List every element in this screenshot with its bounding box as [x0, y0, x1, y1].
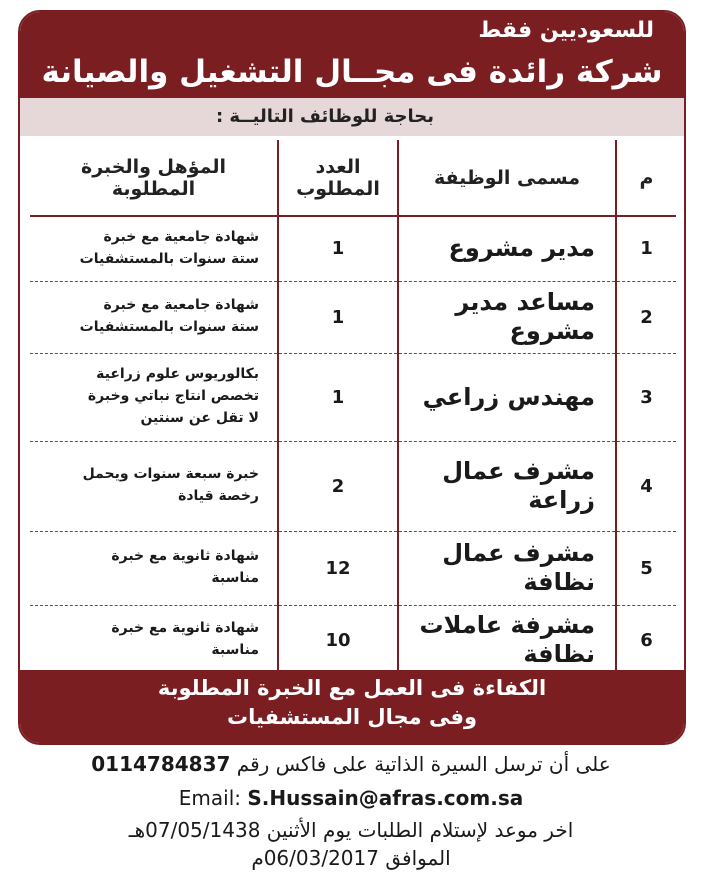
row-title-line1: مشرفة عاملات — [419, 611, 595, 640]
row-num: 2 — [616, 281, 676, 353]
table-row — [30, 216, 676, 281]
row-title — [398, 216, 616, 281]
requirements-line2: وفى مجال المستشفيات — [226, 705, 478, 730]
row-title — [398, 531, 616, 605]
table-header-row — [30, 140, 676, 216]
row-qualification — [30, 353, 278, 441]
positions-subheading: بحاجة للوظائف التاليــة : — [20, 98, 684, 136]
row-title-line1: مشرف عمال — [442, 457, 595, 486]
header-qual-line2: المطلوبة — [111, 177, 196, 200]
fax-line — [0, 752, 702, 776]
row-count: 1 — [278, 281, 398, 353]
row-title — [398, 353, 616, 441]
gregorian-line — [0, 846, 702, 870]
row-qual-line2: ستة سنوات بالمستشفيات — [79, 319, 259, 335]
row-num: 5 — [616, 531, 676, 605]
row-count: 12 — [278, 531, 398, 605]
row-title-line1: مشرف عمال — [442, 539, 595, 568]
row-title-line1: مهندس زراعي — [422, 382, 595, 411]
row-title — [398, 441, 616, 531]
row-count: 10 — [278, 605, 398, 675]
row-num: 1 — [616, 216, 676, 281]
header-qualification — [30, 140, 278, 216]
row-num: 3 — [616, 353, 676, 441]
row-qualification — [30, 281, 278, 353]
company-headline: شركة رائدة فى مجــال التشغيل والصيانة — [41, 54, 663, 90]
email-label: Email: — [178, 786, 241, 810]
row-qual-line2: تخصص انتاج نباتي وخبرة — [87, 388, 259, 405]
requirements-band — [20, 670, 684, 743]
header-title: مسمى الوظيفة — [398, 140, 616, 216]
jobs-table — [30, 140, 676, 676]
row-qual-line1: بكالوريوس علوم زراعية — [96, 366, 259, 383]
row-qualification — [30, 441, 278, 531]
row-count: 1 — [278, 216, 398, 281]
row-qualification — [30, 605, 278, 675]
header-count-line1: العدد — [315, 155, 361, 178]
requirements-line1: الكفاءة فى العمل مع الخبرة المطلوبة — [157, 676, 547, 700]
row-num: 6 — [616, 605, 676, 675]
row-title-line1: مساعد مدير — [455, 288, 595, 317]
row-qual-line1: خبرة سبعة سنوات ويحمل — [82, 466, 259, 483]
gregorian-label: الموافق — [385, 846, 451, 870]
row-qual-line1: شهادة جامعية مع خبرة — [103, 229, 259, 246]
table-row — [30, 531, 676, 605]
fax-text: على أن ترسل السيرة الذاتية على فاكس رقم — [236, 752, 611, 776]
row-num: 4 — [616, 441, 676, 531]
header-count — [278, 140, 398, 216]
row-qual-line1: شهادة جامعية مع خبرة — [103, 297, 259, 314]
ad-frame — [18, 10, 686, 745]
ad-header — [20, 12, 684, 98]
row-title-line2: مشروع — [509, 317, 595, 345]
row-qual-line3: لا تقل عن سنتين — [140, 409, 259, 426]
deadline-text: اخر موعد لإستلام الطلبات يوم الأثنين — [266, 818, 574, 842]
email-address[interactable]: S.Hussain@afras.com.sa — [247, 786, 524, 810]
fax-number: 0114784837 — [91, 752, 231, 776]
row-qualification — [30, 531, 278, 605]
header-num: م — [616, 140, 676, 216]
row-qual-line2: رخصة قيادة — [178, 488, 259, 504]
row-qual-line2: مناسبة — [211, 570, 259, 586]
row-count: 2 — [278, 441, 398, 531]
header-count-line2: المطلوب — [296, 177, 380, 200]
row-qual-line1: شهادة ثانوية مع خبرة — [111, 620, 259, 637]
row-title — [398, 605, 616, 675]
row-title-line2: زراعة — [528, 486, 595, 514]
row-title-line2: نظافة — [523, 640, 595, 668]
row-qualification — [30, 216, 278, 281]
row-qual-line2: ستة سنوات بالمستشفيات — [79, 250, 259, 267]
table-row — [30, 441, 676, 531]
row-title — [398, 281, 616, 353]
row-title-line1: مدير مشروع — [448, 234, 595, 263]
saudis-only-label: للسعوديين فقط — [478, 18, 654, 43]
header-qual-line1: المؤهل والخبرة — [81, 155, 226, 178]
row-qual-line2: مناسبة — [211, 642, 259, 658]
row-qual-line1: شهادة ثانوية مع خبرة — [111, 548, 259, 565]
table-row — [30, 353, 676, 441]
table-row — [30, 605, 676, 675]
row-count: 1 — [278, 353, 398, 441]
row-title-line2: نظافة — [523, 568, 595, 596]
email-line — [0, 786, 702, 810]
deadline-hijri: 07/05/1438هـ — [128, 818, 261, 842]
deadline-gregorian: 06/03/2017م — [251, 846, 379, 870]
deadline-line — [0, 818, 702, 842]
table-row — [30, 281, 676, 353]
